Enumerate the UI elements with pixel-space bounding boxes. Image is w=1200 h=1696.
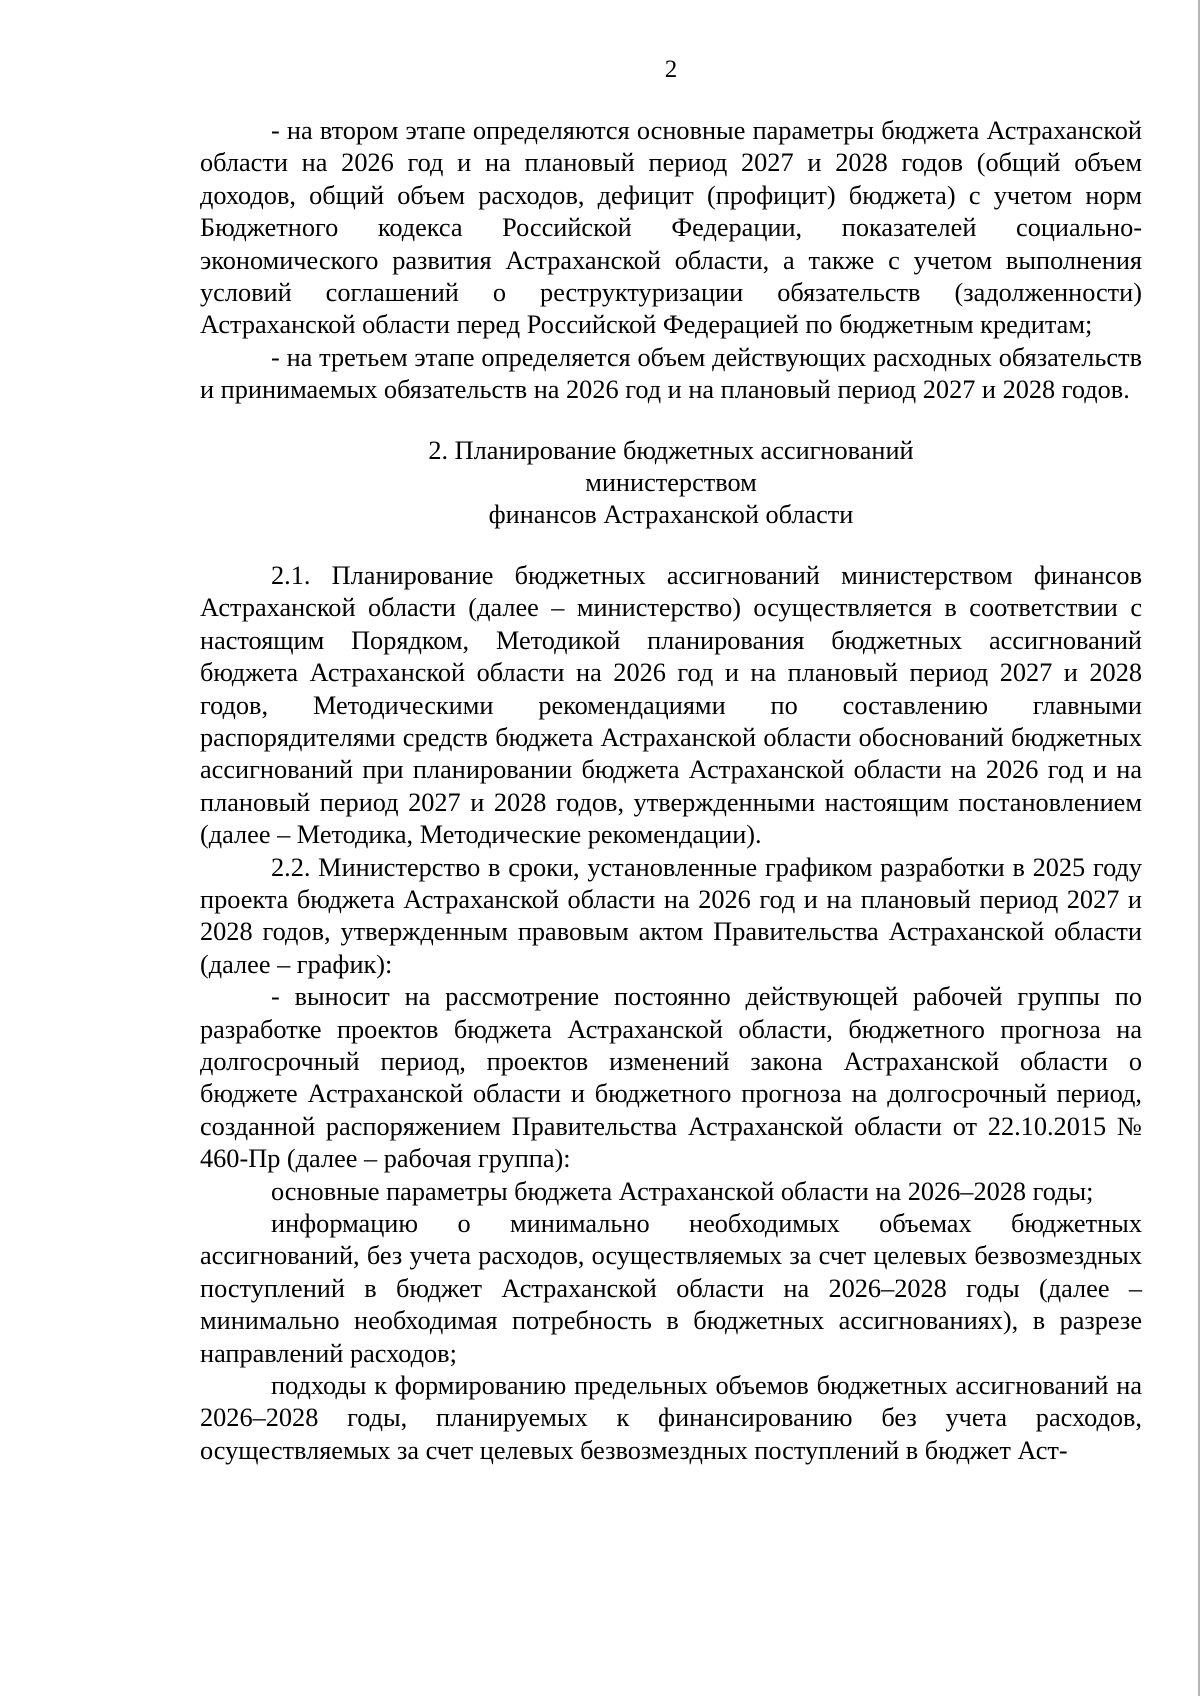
paragraph-working-group: - выносит на рассмотрение постоянно действующей рабочей группы по разработке проектов бюджета Астраханской области, бюджетного прогноза на долгосрочный период, проектов изменений закона Астраханской области о бюджете Астраханской области и бюджетного прогноза на долгосрочный период, созданной распоряжением Правительства Астраханской области от 22.10.2015 № 460-Пр (далее – рабочая группа):	[200, 982, 1142, 1174]
paragraph-2-1: 2.1. Планирование бюджетных ассигнований министерством финансов Астраханской области (далее – министерство) осуществляется в соответствии с настоящим Порядком, Методикой планирования бюджетных ассигнований бюджета Астраханской области на 2026 год и на плановый период 2027 и 2028 годов, Методическими рекомендациями по составлению главными распорядителями средств бюджета Астраханской области обоснований бюджетных ассигнований при планировании бюджета Астраханской области на 2026 год и на плановый период 2027 и 2028 годов, утвержденными настоящим постановлением (далее – Методика, Методические рекомендации).	[200, 560, 1142, 850]
page-number: 2	[664, 56, 678, 83]
section-heading-line-2: финансов Астраханской области	[488, 500, 854, 530]
paragraph-main-parameters: основные параметры бюджета Астраханской области на 2026–2028 годы;	[271, 1176, 1094, 1206]
paragraph-approaches: подходы к формированию предельных объемов бюджетных ассигнований на 2026–2028 годы, планируемых к финансированию без учета расходов, осуществляемых за счет целевых безвозмездных поступлений в бюджет Аст-	[200, 1371, 1142, 1465]
paragraph-2-2: 2.2. Министерство в сроки, установленные графиком разработки в 2025 году проекта бюджета Астраханской области на 2026 год и на плановый период 2027 и 2028 годов, утвержденным правовым актом Правительства Астраханской области (далее – график):	[200, 852, 1142, 979]
section-heading-line-1: 2. Планирование бюджетных ассигнований министерством	[428, 435, 914, 498]
document-body	[200, 115, 1142, 1467]
paragraph-stage-two: - на втором этапе определяются основные параметры бюджета Астраханской области на 2026 год и на плановый период 2027 и 2028 годов (общий объем доходов, общий объем расходов, дефицит (профицит) бюджета) с учетом норм Бюджетного кодекса Российской Федерации, показателей социально-экономического развития Астраханской области, а также с учетом выполнения условий соглашений о реструктуризации обязательств (задолженности) Астраханской области перед Российской Федерацией по бюджетным кредитам;	[200, 116, 1142, 340]
paragraph-minimum-needs: информацию о минимально необходимых объемах бюджетных ассигнований, без учета расходов, осуществляемых за счет целевых безвозмездных поступлений в бюджет Астраханской области на 2026–2028 годы (далее – минимально необходимая потребность в бюджетных ассигнованиях), в разрезе направлений расходов;	[200, 1209, 1142, 1368]
section-heading	[200, 435, 1142, 532]
paragraph-stage-three: - на третьем этапе определяется объем действующих расходных обязательств и принимаемых обязательств на 2026 год и на плановый период 2027 и 2028 годов.	[200, 342, 1142, 405]
